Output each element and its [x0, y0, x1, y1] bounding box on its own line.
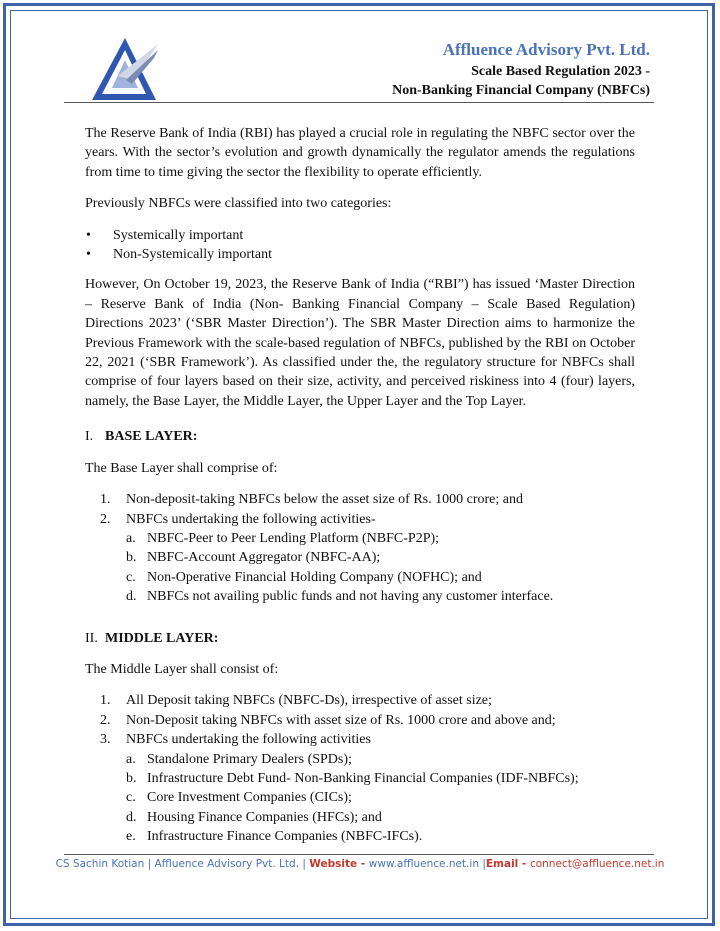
base-layer-sublist	[126, 529, 635, 607]
email-label: Email -	[485, 858, 530, 870]
footer-divider	[64, 854, 654, 855]
section-title: MIDDLE LAYER:	[105, 630, 219, 646]
list-item: d. Housing Finance Companies (HFCs); and	[126, 809, 382, 825]
company-logo-icon	[88, 36, 158, 102]
middle-layer-list	[85, 691, 635, 846]
list-item: • Non-Systemically important	[113, 245, 635, 264]
header-divider	[64, 102, 654, 103]
middle-layer-heading	[85, 629, 635, 648]
list-item: a. Standalone Primary Dealers (SPDs);	[126, 751, 352, 767]
base-layer-list	[85, 490, 635, 606]
list-item: 1. Non-deposit-taking NBFCs below the asset size of Rs. 1000 crore; and	[100, 492, 523, 508]
list-item: 2. Non-Deposit taking NBFCs with asset size of Rs. 1000 crore and above and;	[100, 712, 556, 728]
list-item: b. NBFC-Account Aggregator (NBFC-AA);	[126, 550, 381, 566]
document-subtitle-1: Scale Based Regulation 2023 -	[471, 64, 650, 79]
section-number: I.	[85, 429, 94, 445]
list-item: a. NBFC-Peer to Peer Lending Platform (NBFC-P2P);	[126, 530, 440, 546]
middle-layer-sublist	[126, 750, 635, 847]
categories-intro: Previously NBFCs were classified into two categories:	[85, 196, 392, 212]
email-link[interactable]: connect@affluence.net.in	[529, 858, 665, 870]
intro-paragraph: The Reserve Bank of India (RBI) has played a crucial role in regulating the NBFC sector over the years. With the sector’s evolution and growth dynamically the regulator amends the regulations from time to time giving the sector the flexibility to operate efficiently.	[85, 126, 635, 180]
categories-list	[85, 226, 635, 265]
list-item: c. Core Investment Companies (CICs);	[126, 790, 352, 806]
list-item: b. Infrastructure Debt Fund- Non-Banking Financial Companies (IDF-NBFCs);	[126, 770, 579, 786]
website-label: Website -	[309, 858, 369, 870]
page-footer	[0, 858, 720, 870]
footer-separator: |	[478, 858, 486, 870]
sbr-paragraph: However, On October 19, 2023, the Reserve Bank of India (“RBI”) has issued ‘Master Direction – Reserve Bank of India (Non- Banking Financial Company – Scale Based Regulation) Directions 2023’ (‘SBR Master Direction’). The SBR Master Direction aims to harmonize the Previous Framework with the scale-based regulation of NBFCs, published by the RBI on October 22, 2021 (‘SBR Framework’). As classified under the, the regulatory structure for NBFCs shall comprise of four layers based on their size, activity, and perceived riskiness into 4 (four) layers, namely, the Base Layer, the Middle Layer, the Upper Layer and the Top Layer.	[85, 277, 635, 409]
base-layer-intro: The Base Layer shall comprise of:	[85, 460, 278, 476]
document-body	[85, 124, 635, 859]
list-item: 2. NBFCs undertaking the following activities- a. NBFC-Peer to Peer Lending Platform (NBFC-P2P); b. NBFC-Account Aggregator (NBFC-AA); c. Non-Operative Financial Holding Company (NOFHC); and d. NBFCs not availing public funds and not having any customer interface.	[100, 510, 635, 607]
list-item: 3. NBFCs undertaking the following activities a. Standalone Primary Dealers (SPDs); b. Infrastructure Debt Fund- Non-Banking Financial Companies (IDF-NBFCs); c. Core Investment Companies (CICs); d. Housing Finance Companies (HFCs); and e. Infrastructure Finance Companies (NBFC-IFCs).	[100, 730, 635, 846]
list-item: e. Infrastructure Finance Companies (NBFC-IFCs).	[126, 829, 423, 845]
footer-author: CS Sachin Kotian | Affluence Advisory Pvt. Ltd. |	[55, 858, 310, 870]
company-name: Affluence Advisory Pvt. Ltd.	[442, 40, 650, 59]
document-subtitle-2: Non-Banking Financial Company (NBFCs)	[392, 83, 650, 98]
website-link[interactable]: www.affluence.net.in	[368, 858, 479, 870]
list-item: • Systemically important	[113, 226, 635, 245]
list-item: d. NBFCs not availing public funds and not having any customer interface.	[126, 589, 554, 605]
list-item: 1. All Deposit taking NBFCs (NBFC-Ds), irrespective of asset size;	[100, 693, 492, 709]
list-item: c. Non-Operative Financial Holding Company (NOFHC); and	[126, 569, 482, 585]
middle-layer-intro: The Middle Layer shall consist of:	[85, 661, 279, 677]
section-number: II.	[85, 630, 98, 646]
base-layer-heading	[85, 427, 635, 446]
section-title: BASE LAYER:	[105, 429, 198, 445]
